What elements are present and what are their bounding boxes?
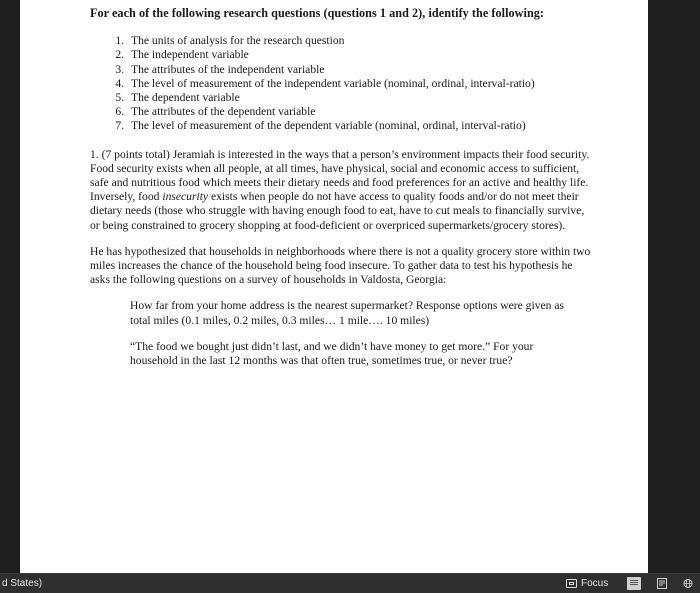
web-layout-button[interactable] xyxy=(682,577,696,590)
task-item-5: 5. The dependent variable xyxy=(127,91,628,105)
web-layout-icon xyxy=(682,577,696,590)
question-1-italic-term: insecurity xyxy=(162,190,209,204)
instructions-heading: For each of the following research questions (questions 1 and 2), identify the following: xyxy=(90,6,545,20)
question-1-paragraph xyxy=(90,148,628,233)
task-list xyxy=(90,34,628,133)
question-1-text-end: exists when people do not have access to quality foods and/or do not meet their dietary needs (those who struggle with having enough food to eat, have to cut meals to financially survive, or being constrained to grocery shopping at food-deficient or overpriced supermarkets/grocery stores). xyxy=(90,190,585,232)
task-item-7: 7. The level of measurement of the dependent variable (nominal, ordinal, interval-ratio) xyxy=(127,119,628,133)
language-status[interactable]: d States) xyxy=(2,578,43,589)
print-layout-icon xyxy=(655,577,669,590)
task-item-6: 6. The attributes of the dependent variable xyxy=(127,105,628,119)
task-item-4: 4. The level of measurement of the independent variable (nominal, ordinal, interval-ratio) xyxy=(127,77,628,91)
task-item-1: 1. The units of analysis for the research question xyxy=(127,34,628,48)
task-item-3: 3. The attributes of the independent variable xyxy=(127,63,628,77)
survey-question-2: “The food we bought just didn’t last, and we didn’t have money to get more.” For your household in the last 12 months was that often true, sometimes true, or never true? xyxy=(130,339,534,368)
status-bar xyxy=(0,573,700,593)
print-layout-button[interactable] xyxy=(655,577,669,590)
read-mode-button[interactable] xyxy=(627,577,641,590)
hypothesis-paragraph: He has hypothesized that households in neighborhoods where there is not a quality grocery store within two miles increases the chance of the household being food insecure. To gather data to test his hypothesis he asks the following questions on a survey of households in Valdosta, Georgia: xyxy=(90,244,591,287)
task-item-2: 2. The independent variable xyxy=(127,48,628,62)
focus-icon xyxy=(566,579,577,588)
document-page[interactable] xyxy=(20,0,648,573)
focus-mode-button[interactable] xyxy=(566,577,608,590)
question-1-text-start: 1. (7 points total) Jeramiah is interested in the ways that a person’s environment impacts their food security. Food security exists when all people, at all times, have physical, social and economic access to sufficient, safe and nutritious food which meets their dietary needs and food preferences for an active and healthy life. Inversely, food xyxy=(90,147,590,204)
focus-label: Focus xyxy=(581,578,609,589)
survey-question-1: How far from your home address is the nearest supermarket? Response options were given as total miles (0.1 miles, 0.2 miles, 0.3 miles… 1 mile…. 10 miles) xyxy=(130,299,564,327)
